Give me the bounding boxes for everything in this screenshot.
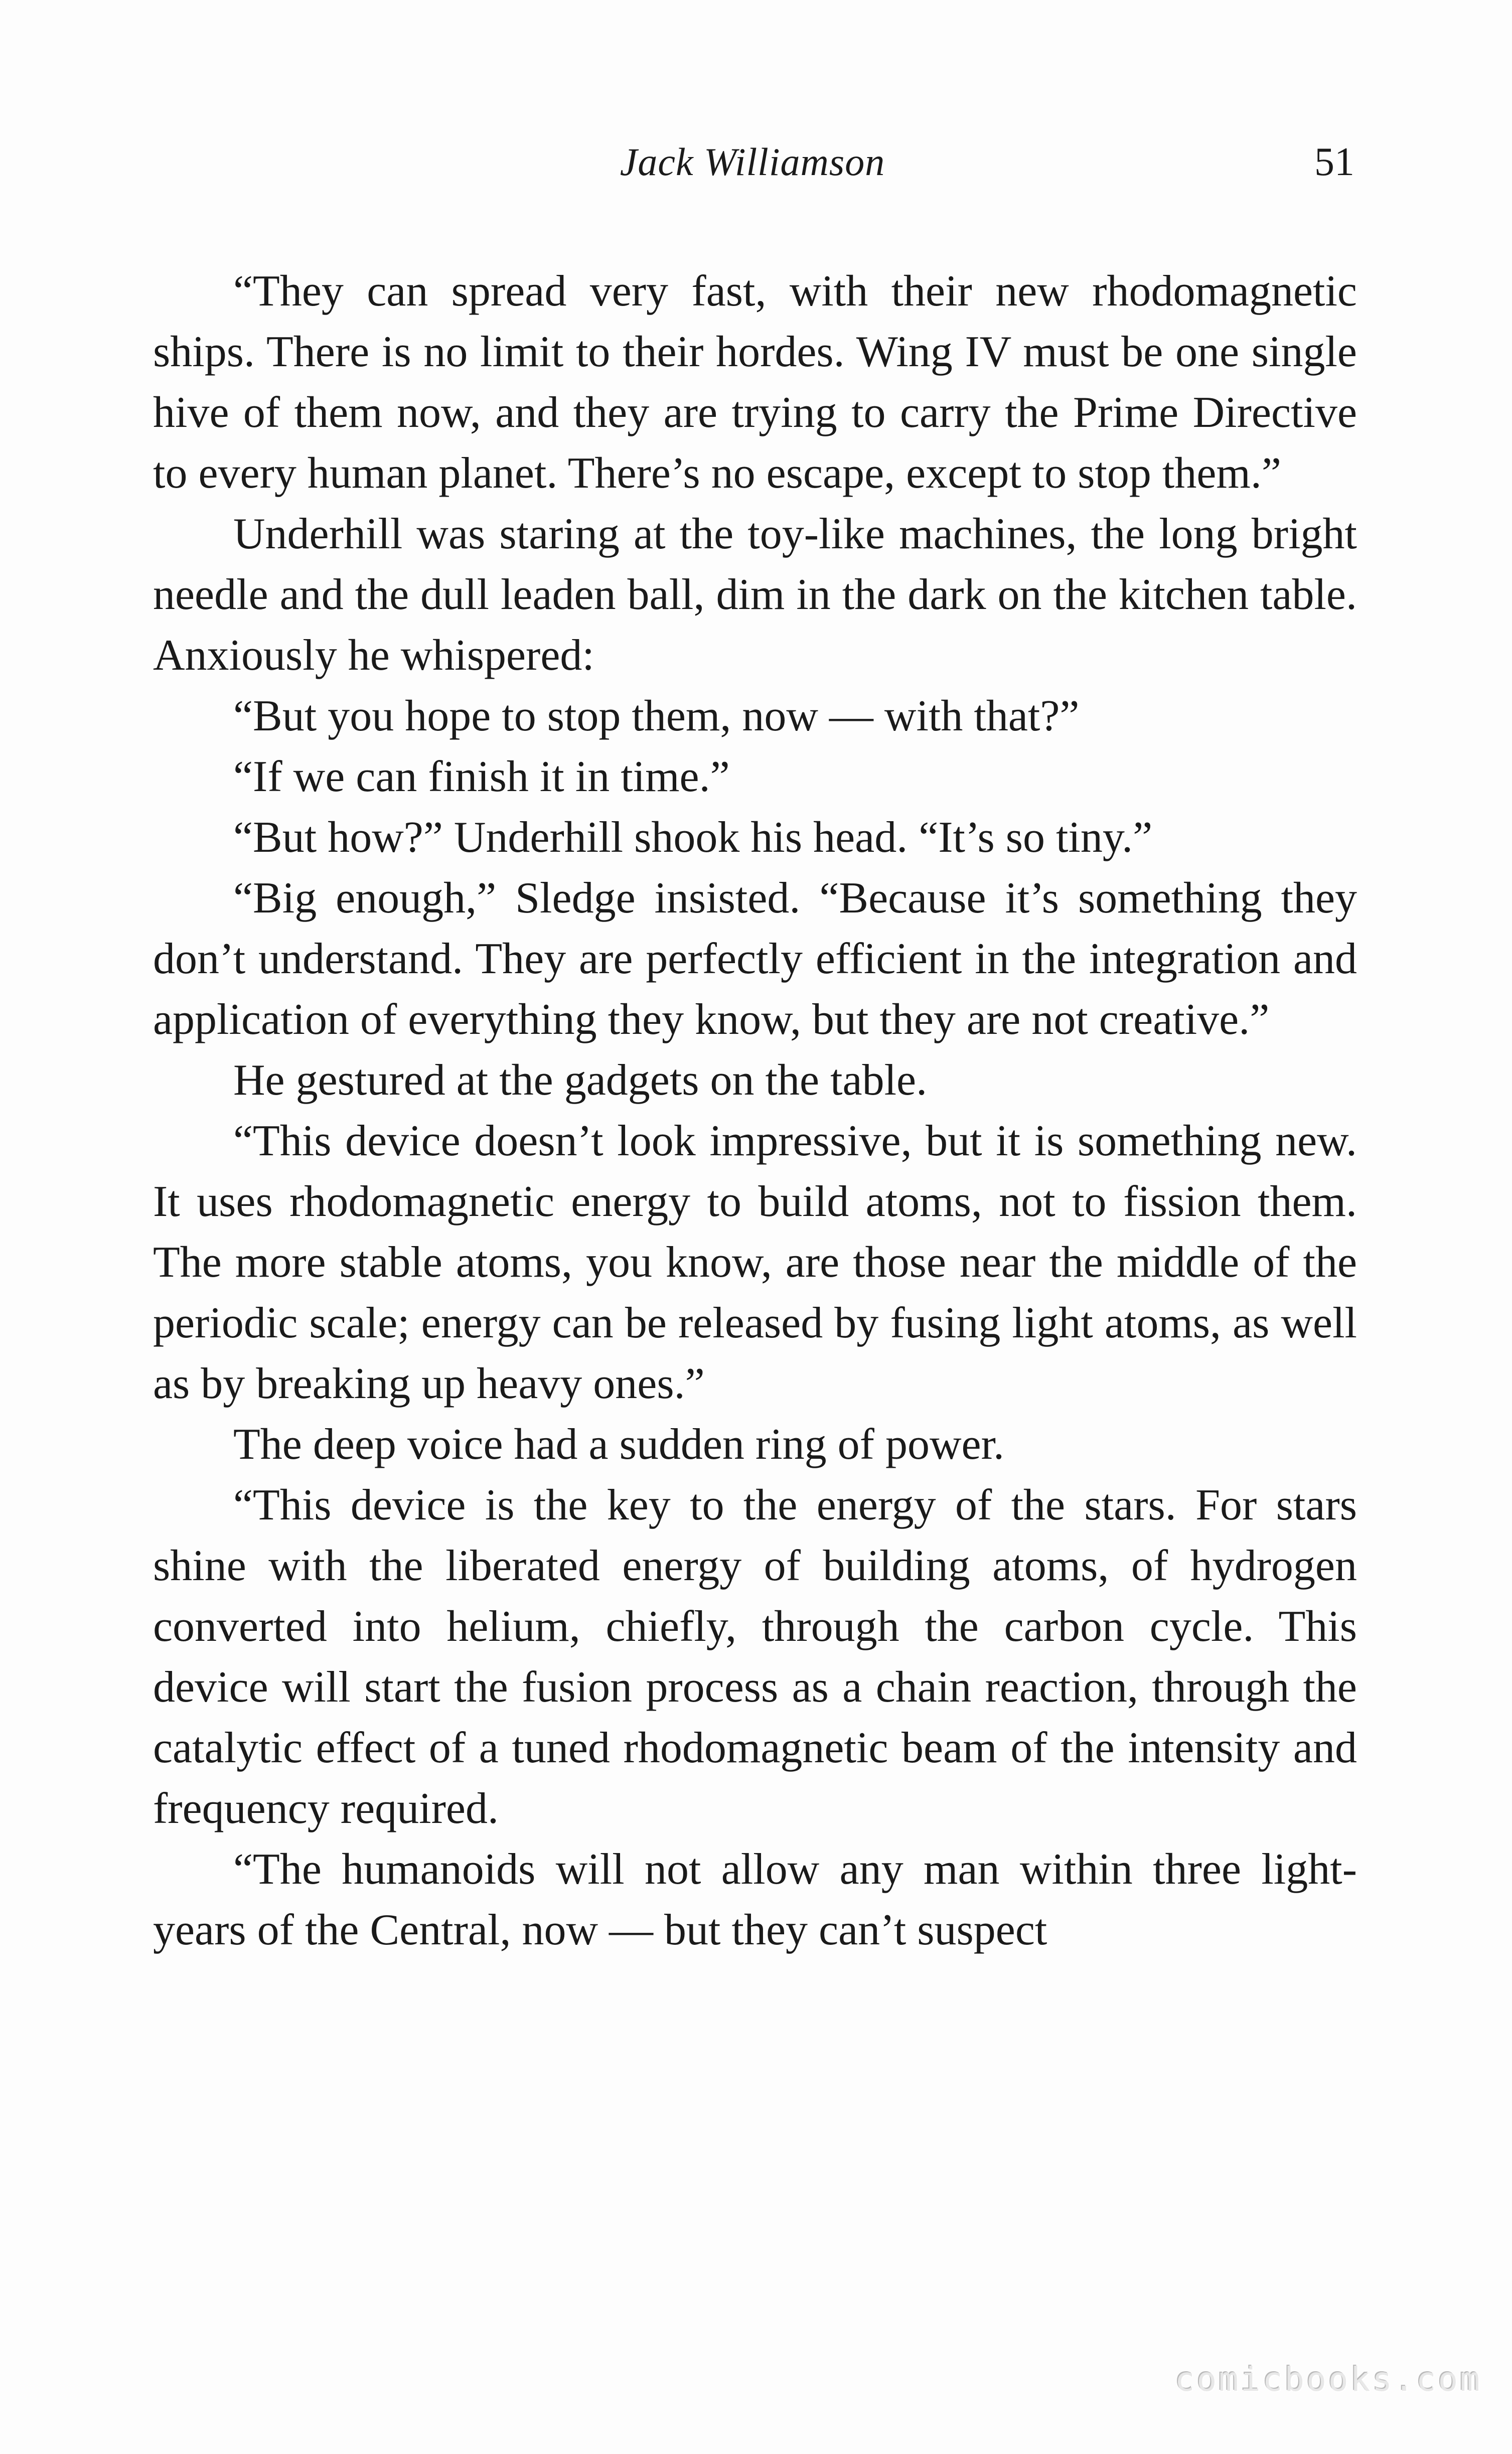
- paragraph: “They can spread very fast, with their new rhodomagnetic ships. There is no limit to their hordes. Wing IV must be one single hive of them now, and they are trying to carry the Prime Directive to every human planet. There’s no escape, except to stop them.”: [153, 267, 1357, 498]
- paragraph: Underhill was staring at the toy-like machines, the long bright needle and the dull leaden ball, dim in the dark on the kitchen table. Anxiously he whispered:: [153, 510, 1357, 680]
- paragraph: “But how?” Underhill shook his head. “It’s so tiny.”: [233, 813, 1153, 862]
- paragraph: “This device is the key to the energy of the stars. For stars shine with the liberated energy of building atoms, of hydrogen converted into helium, chiefly, through the carbon cycle. This device will start the fusion process as a chain reaction, through the catalytic effect of a tuned rhodomagnetic beam of the intensity and frequency required.: [153, 1481, 1357, 1833]
- paragraph: “The humanoids will not allow any man within three light-years of the Central, now — but they can’t suspect: [153, 1845, 1357, 1954]
- paragraph: He gestured at the gadgets on the table.: [233, 1056, 928, 1105]
- paragraph: “But you hope to stop them, now — with that?”: [233, 692, 1080, 740]
- paragraph: “If we can finish it in time.”: [233, 752, 730, 801]
- running-head: [150, 134, 1354, 195]
- running-head-author: Jack Williamson: [620, 140, 885, 184]
- paragraph: The deep voice had a sudden ring of power.: [233, 1420, 1005, 1469]
- watermark: comicbooks.com: [1174, 2360, 1482, 2399]
- body-text: [153, 261, 1357, 1960]
- page-number: 51: [1314, 140, 1354, 184]
- paragraph: “This device doesn’t look impressive, but it is something new. It uses rhodomagnetic energy to build atoms, not to fission them. The more stable atoms, you know, are those near the middle of the periodic scale; energy can be released by fusing light atoms, as well as by breaking up heavy ones.”: [153, 1117, 1357, 1408]
- paragraph: “Big enough,” Sledge insisted. “Because it’s something they don’t understand. They are perfectly efficient in the integration and application of everything they know, but they are not creative.”: [153, 874, 1357, 1044]
